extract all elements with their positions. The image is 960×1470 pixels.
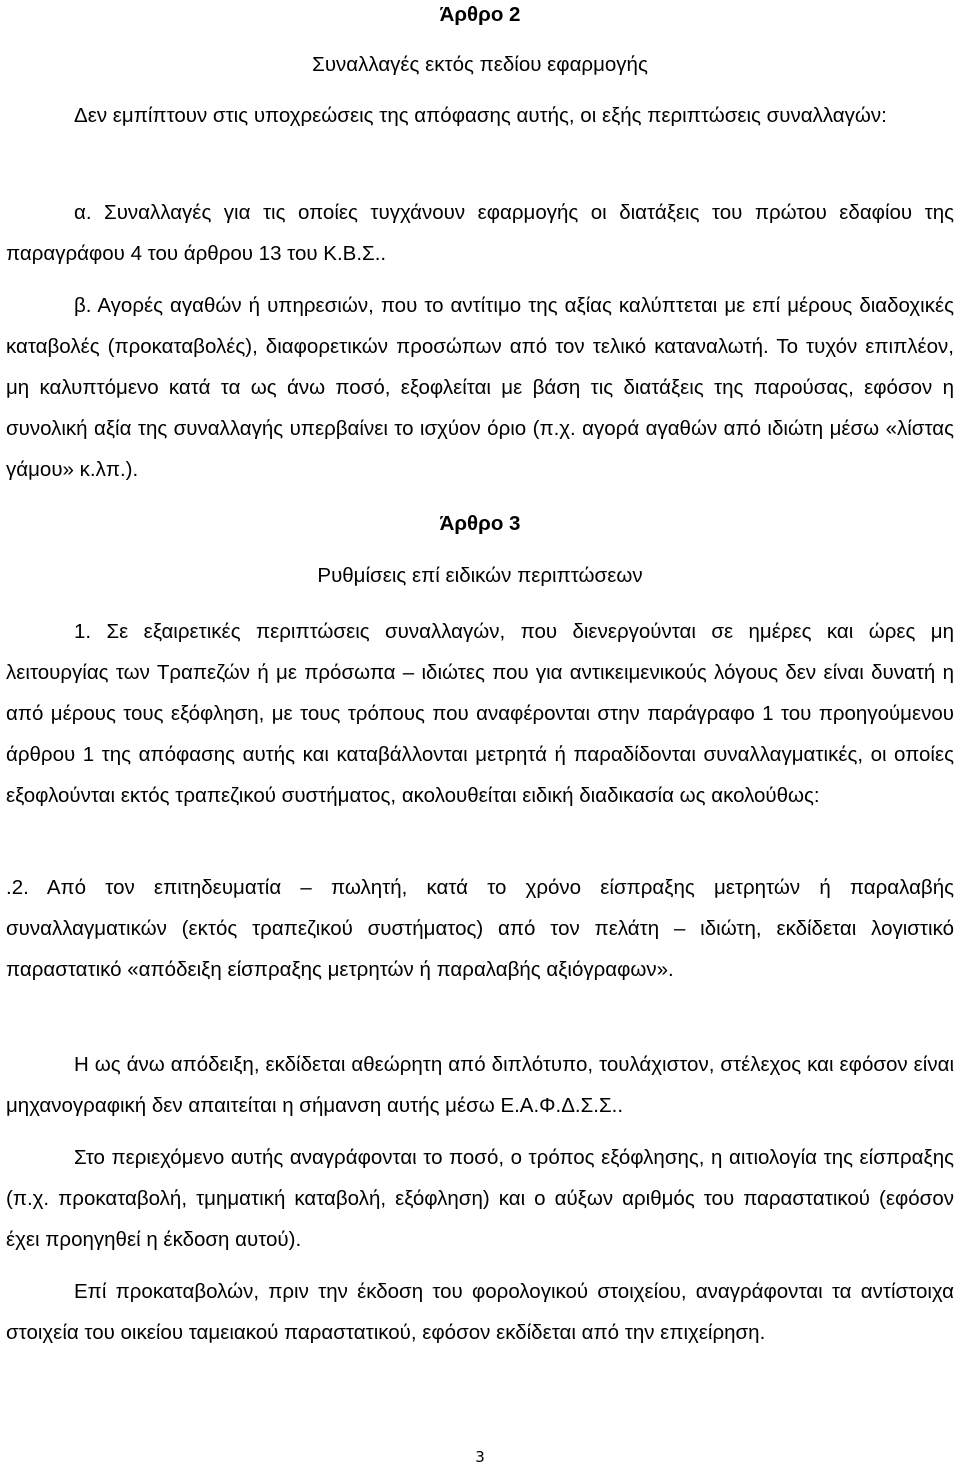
article-3-paragraph-3: Η ως άνω απόδειξη, εκδίδεται αθεώρητη από διπλότυπο, τουλάχιστον, στέλεχος και εφόσον είναι μηχανογραφική δεν απαιτείται η σήμανση αυτής μέσω Ε.Α.Φ.Δ.Σ.Σ..: [6, 1053, 954, 1117]
article-2-intro: Δεν εμπίπτουν στις υποχρεώσεις της απόφασης αυτής, οι εξής περιπτώσεις συναλλαγών:: [74, 104, 887, 127]
article-3-paragraph-5: Επί προκαταβολών, πριν την έκδοση του φορολογικού στοιχείου, αναγράφονται τα αντίστοιχα στοιχεία του οικείου ταμειακού παραστατικού, εφόσον εκδίδεται από την επιχείρηση.: [6, 1280, 954, 1344]
article-2-item-b: β. Αγορές αγαθών ή υπηρεσιών, που το αντίτιμο της αξίας καλύπτεται με επί μέρους διαδοχικές καταβολές (προκαταβολές), διαφορετικών προσώπων από τον τελικό καταναλωτή. Το τυχόν επιπλέον, μη καλυπτόμενο κατά τα ως άνω ποσό, εξοφλείται με βάση τις διατάξεις της παρούσας, εφόσον η συνολική αξία της συναλλαγής υπερβαίνει το ισχύον όριο (π.χ. αγορά αγαθών από ιδιώτη μέσω «λίστας γάμου» κ.λπ.).: [6, 294, 954, 481]
article-3-subtitle: Ρυθμίσεις επί ειδικών περιπτώσεων: [317, 564, 643, 587]
article-2-item-a: α. Συναλλαγές για τις οποίες τυγχάνουν εφαρμογής οι διατάξεις του πρώτου εδαφίου της παραγράφου 4 του άρθρου 13 του Κ.Β.Σ..: [6, 201, 954, 265]
article-3-heading: Άρθρο 3: [439, 512, 521, 535]
article-3-paragraph-4: Στο περιεχόμενο αυτής αναγράφονται το ποσό, ο τρόπος εξόφλησης, η αιτιολογία της είσπραξης (π.χ. προκαταβολή, τμηματική καταβολή, εξόφληση) και ο αύξων αριθμός του παραστατικού (εφόσον έχει προηγηθεί η έκδοση αυτού).: [6, 1146, 954, 1251]
article-2-subtitle: Συναλλαγές εκτός πεδίου εφαρμογής: [312, 53, 648, 76]
article-2-heading: Άρθρο 2: [439, 3, 521, 26]
article-3-paragraph-2: .2. Από τον επιτηδευματία – πωλητή, κατά το χρόνο είσπραξης μετρητών ή παραλαβής συναλλαγματικών (εκτός τραπεζικού συστήματος) από τον πελάτη – ιδιώτη, εκδίδεται λογιστικό παραστατικό «απόδειξη είσπραξης μετρητών ή παραλαβής αξιόγραφων».: [6, 876, 954, 981]
article-3-paragraph-1: 1. Σε εξαιρετικές περιπτώσεις συναλλαγών, που διενεργούνται σε ημέρες και ώρες μη λειτουργίας των Τραπεζών ή με πρόσωπα – ιδιώτες που για αντικειμενικούς λόγους δεν είναι δυνατή η από μέρους τους εξόφληση, με τους τρόπους που αναφέρονται στην παράγραφο 1 του προηγούμενου άρθρου 1 της απόφασης αυτής και καταβάλλονται μετρητά ή παραδίδονται συναλλαγματικές, οι οποίες εξοφλούνται εκτός τραπεζικού συστήματος, ακολουθείται ειδική διαδικασία ως ακολούθως:: [6, 620, 954, 807]
page-number: 3: [475, 1448, 485, 1466]
